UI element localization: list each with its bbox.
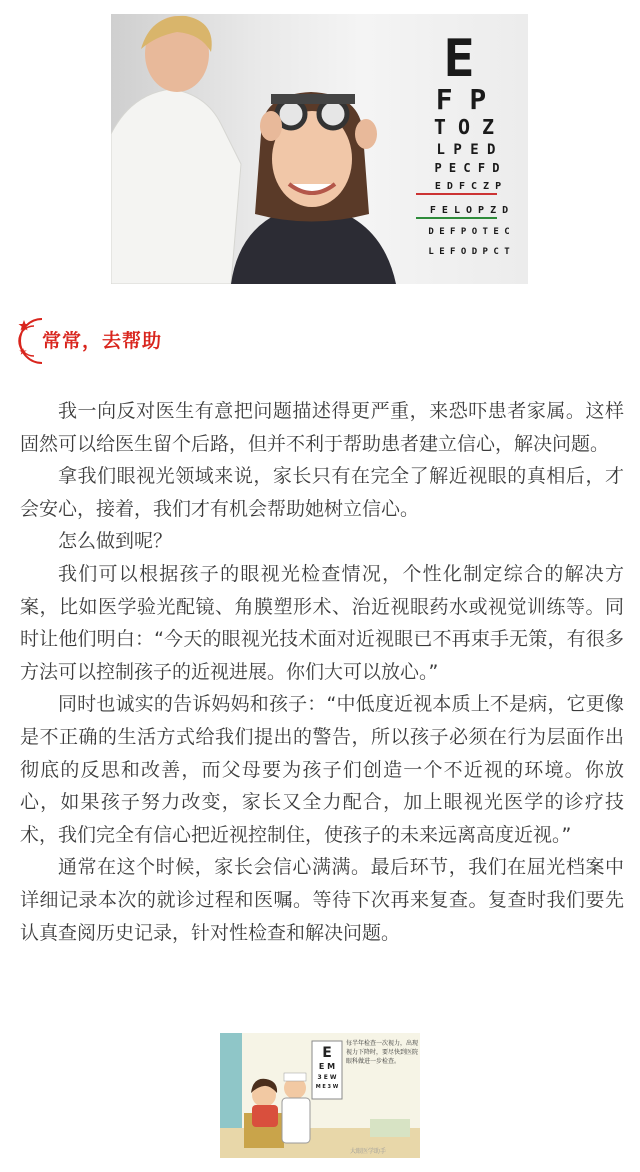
- section-heading: [18, 316, 318, 366]
- cartoon-chart-row-4: M E 3 W: [315, 1084, 339, 1090]
- hero-illustration: [111, 14, 528, 284]
- chart-row-5: P E C F D: [434, 161, 500, 175]
- hero-image-eye-exam: [111, 14, 528, 284]
- cartoon-caption: 每半年检查一次视力，出现视力下降时，要尽快到医院眼科做进一步检查。: [346, 1040, 418, 1065]
- cartoon-chart-row-2: E M: [318, 1062, 336, 1071]
- chart-row-7: F E L O P Z D: [429, 205, 509, 216]
- paragraph: 通常在这个时候，家长会信心满满。最后环节，我们在屈光档案中详细记录本次的就诊过程和医嘱。等待下次再来复查。复查时我们要先认真查阅历史记录，针对性检查和解决问题。: [20, 856, 624, 944]
- chart-row-1: E: [443, 29, 475, 89]
- cartoon-chart-row-3: 3 E W: [317, 1074, 337, 1081]
- paragraph: 拿我们眼视光领域来说，家长只有在完全了解近视眼的真相后，才会安心，接着，我们才有机会帮助她树立信心。: [20, 465, 624, 520]
- cartoon-illustration: [220, 1033, 420, 1158]
- cartoon-eye-checkup-image: [220, 1033, 420, 1158]
- chart-row-9: L E F O D P C T: [428, 247, 510, 257]
- chart-row-2: F P: [435, 83, 487, 116]
- cartoon-watermark: 大眼医学助手: [349, 1148, 387, 1155]
- paragraph: 同时也诚实的告诉妈妈和孩子：“中低度近视本质上不是病，它更像是不正确的生活方式给我们提出的警告，所以孩子必须在行为层面作出彻底的反思和改善，而父母要为孩子们创造一个不近视的环境。你放心，如果孩子努力改变，家长又全力配合，加上眼视光医学的诊疗技术，我们完全有信心把近视控制住，使孩子的未来远离高度近视。”: [20, 693, 624, 846]
- chart-row-8: D E F P O T E C: [428, 227, 510, 237]
- chart-row-6: E D F C Z P: [434, 181, 502, 192]
- paragraph: 我一向反对医生有意把问题描述得更严重，来恐吓患者家属。这样固然可以给医生留个后路，但并不利于帮助患者建立信心，解决问题。: [20, 400, 624, 455]
- section-title: 常常，去帮助: [42, 330, 163, 352]
- article-body: [20, 395, 624, 949]
- paragraph: 怎么做到呢？: [58, 530, 173, 553]
- chart-row-3: T O Z: [433, 115, 495, 139]
- cartoon-chart-row-1: E: [322, 1045, 332, 1061]
- chart-row-4: L P E D: [436, 142, 496, 158]
- paragraph: 我们可以根据孩子的眼视光检查情况，个性化制定综合的解决方案，比如医学验光配镜、角膜塑形术、治近视眼药水或视觉训练等。同时让他们明白：“今天的眼视光技术面对近视眼已不再束手无策，有很多方法可以控制孩子的近视进展。你们大可以放心。”: [20, 562, 624, 683]
